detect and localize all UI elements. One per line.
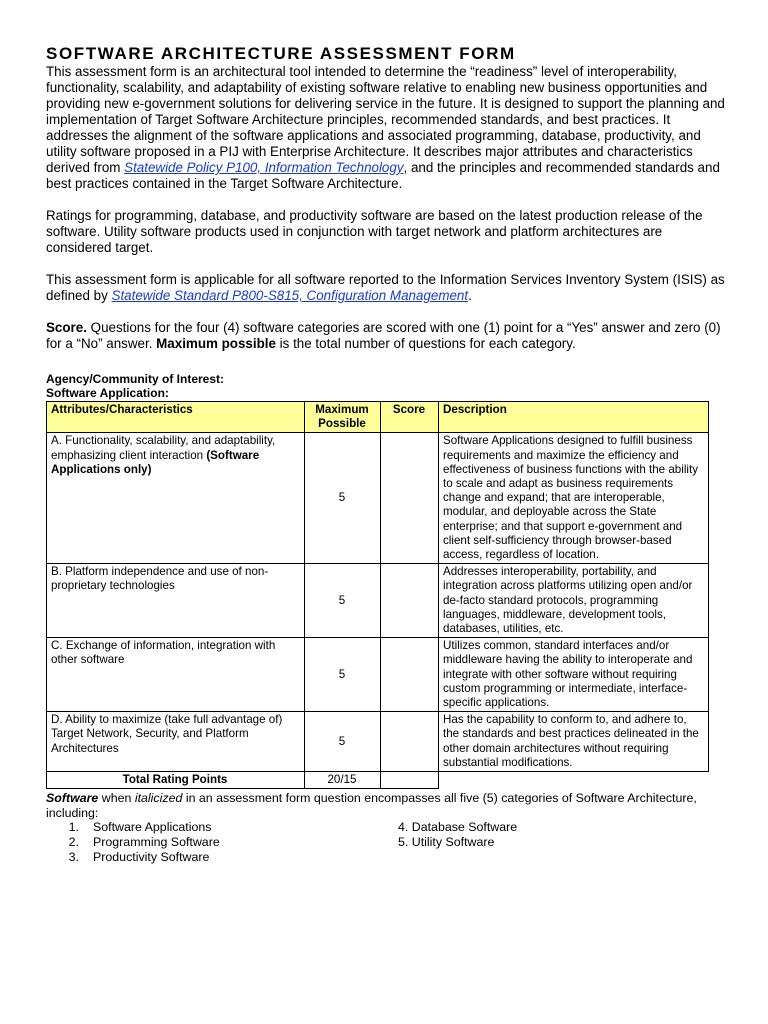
- table-row: [47, 564, 709, 638]
- row-a-max: 5: [305, 433, 381, 564]
- categories-left-column: [46, 820, 398, 864]
- list-item: [46, 820, 398, 835]
- form-title: SOFTWARE ARCHITECTURE ASSESSMENT FORM: [46, 44, 516, 63]
- italicized-word: italicized: [134, 791, 183, 806]
- list-number: 1.: [68, 820, 79, 835]
- row-d-attribute: D. Ability to maximize (take full advantage of) Target Network, Security, and Platform Architectures: [47, 712, 305, 772]
- max-possible-text: is the total number of questions for each category.: [275, 336, 576, 351]
- attr-bold-text: (Software Applications only): [51, 448, 260, 476]
- header-description: Description: [439, 402, 709, 433]
- table-row: [47, 433, 709, 564]
- standard-p800-link[interactable]: Statewide Standard P800-S815, Configuration Management: [111, 288, 469, 303]
- list-item: [46, 850, 398, 865]
- row-c-description: Utilizes common, standard interfaces and/or middleware having the ability to interoperate and integrate with other software without requiring custom programming or intermediate, interface-specific applications.: [439, 638, 709, 712]
- software-note: [46, 791, 726, 820]
- total-rating-label: Total Rating Points: [47, 772, 305, 789]
- list-item: [46, 835, 398, 850]
- list-number: 2.: [68, 835, 79, 850]
- software-categories: [46, 820, 726, 864]
- software-application-label: Software Application:: [46, 386, 169, 400]
- row-a-score-field[interactable]: [381, 433, 439, 564]
- intro-text: This assessment form is an architectural tool intended to determine the “readiness” level of interoperability, functionality, scalability, and adaptability of existing software relative to enabling new business opportunities and providing new e-government solutions for delivering service in the future. It is designed to support the planning and implementation of Target Software Architecture principles, recommended standards, and best practices. It addresses the alignment of the software applications and associated programming, database, productivity, and utility software proposed in a PIJ with Enterprise Architecture. It describes major attributes and characteristics derived from: [46, 64, 725, 175]
- isis-text: This assessment form is applicable for all software reported to the Information Services Inventory System (ISIS) as defined by: [46, 272, 725, 303]
- score-text: Questions for the four (4) software categories are scored with one (1) point for a “Yes” answer and zero (0) for a “No” answer.: [46, 320, 721, 351]
- total-blank: [439, 772, 709, 789]
- total-rating-value: 20/15: [305, 772, 381, 789]
- list-item: 5. Utility Software: [398, 835, 495, 850]
- intro-paragraph-2: Ratings for programming, database, and productivity software are based on the latest production release of the software. Utility software products used in conjunction with target network and platform architectures are considered target.: [46, 208, 703, 255]
- table-header-row: [47, 402, 709, 433]
- list-label: Productivity Software: [93, 849, 210, 864]
- note-when: when: [98, 791, 135, 806]
- row-a-description: Software Applications designed to fulfill business requirements and maximize the efficiency and effectiveness of business functions with the ability to scale and adapt as business requirements change and expand; that are interoperable, modular, and deployable across the State enterprise; and that support e-government and client self-sufficiency through browser-based access, regardless of location.: [439, 433, 709, 564]
- row-b-attribute: B. Platform independence and use of non-proprietary technologies: [47, 564, 305, 638]
- row-c-attribute: C. Exchange of information, integration with other software: [47, 638, 305, 712]
- row-a-attribute: [47, 433, 305, 564]
- software-word: Software: [46, 791, 99, 806]
- isis-text-end: .: [468, 288, 472, 303]
- row-c-max: 5: [305, 638, 381, 712]
- header-score: Score: [381, 402, 439, 433]
- score-paragraph: [46, 320, 726, 352]
- agency-label: Agency/Community of Interest:: [46, 372, 225, 386]
- header-attributes: Attributes/Characteristics: [47, 402, 305, 433]
- total-row: [47, 772, 709, 789]
- row-b-description: Addresses interoperability, portability, and integration across platforms utilizing open and/or de-facto standard protocols, programming languages, middleware, development tools, databases, utilities, etc.: [439, 564, 709, 638]
- max-possible-label: Maximum possible: [156, 336, 276, 351]
- row-d-score-field[interactable]: [381, 712, 439, 772]
- intro-paragraph-3: [46, 272, 726, 304]
- intro-text-end: , and the principles and recommended standards and best practices contained in the Target Software Architecture.: [46, 160, 720, 191]
- row-b-score-field[interactable]: [381, 564, 439, 638]
- row-d-description: Has the capability to conform to, and adhere to, the standards and best practices delineated in the other domain architectures without requiring substantial modifications.: [439, 712, 709, 772]
- assessment-table: [46, 401, 709, 789]
- categories-right-column: [398, 820, 517, 864]
- header-maximum-possible: Maximum Possible: [305, 402, 381, 433]
- list-label: Programming Software: [93, 835, 220, 850]
- score-label: Score.: [46, 320, 87, 335]
- attr-text: A. Functionality, scalability, and adaptability, emphasizing client interaction: [51, 434, 276, 462]
- list-item: 4. Database Software: [398, 820, 518, 835]
- table-row: [47, 712, 709, 772]
- document-page: [46, 44, 726, 864]
- note-rest: in an assessment form question encompasses all five (5) categories of Software Architecture, including:: [46, 791, 697, 820]
- row-c-score-field[interactable]: [381, 638, 439, 712]
- policy-p100-link[interactable]: Statewide Policy P100, Information Technology: [124, 160, 404, 175]
- row-b-max: 5: [305, 564, 381, 638]
- table-row: [47, 638, 709, 712]
- intro-paragraph-1: [46, 64, 726, 192]
- total-score-field[interactable]: [381, 772, 439, 789]
- list-number: 3.: [68, 849, 79, 864]
- row-d-max: 5: [305, 712, 381, 772]
- list-label: Software Applications: [93, 820, 212, 835]
